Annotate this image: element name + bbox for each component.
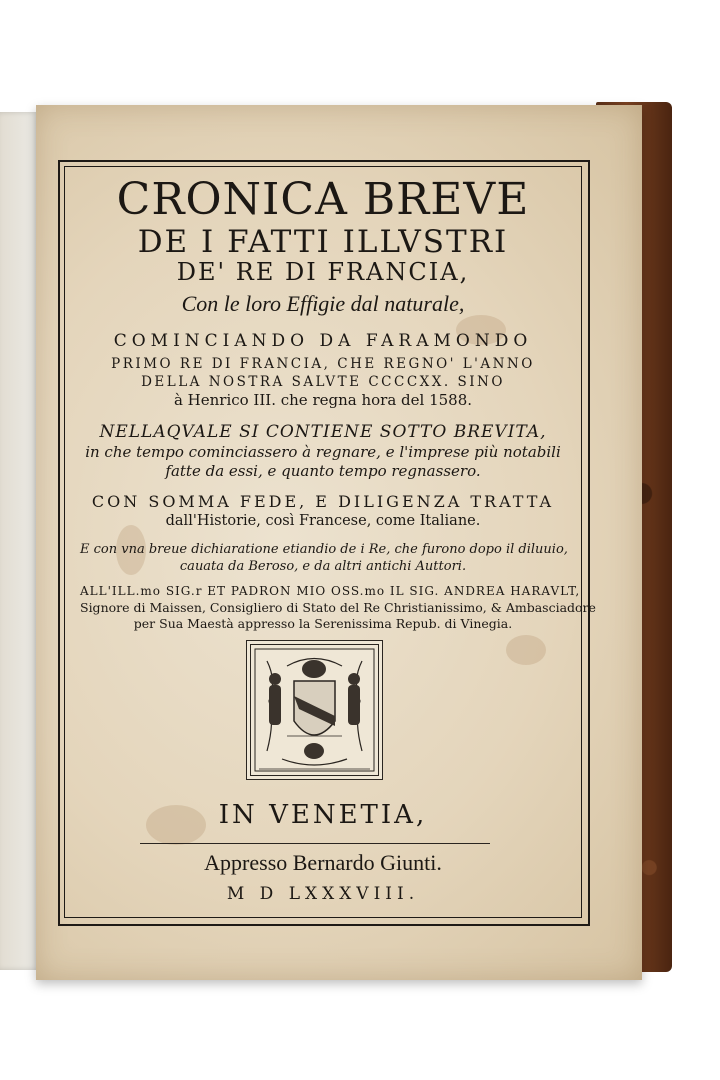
place: IN VENETIA, [218,800,428,830]
intro-line-4: à Henrico III. che regna hora del 1588. [173,391,473,409]
fede-line-1: CON SOMMA FEDE, E DILIGENZA TRATTA [91,492,555,511]
printer: Appresso Bernardo Giunti. [204,850,442,875]
subtitle: Con le loro Effigie dal naturale, [181,291,465,316]
description-line-3: fatte da essi, e quanto tempo regnassero. [165,462,481,480]
extra-line-2: cauata da Beroso, e da altri antichi Auttori. [179,559,467,574]
title-line-1: CRONICA BREVE [116,174,530,225]
intro-line-3: DELLA NOSTRA SALVTE CCCCXX. SINO [141,374,505,390]
dedication-line-1: ALL'ILL.mo SIG.r ET PADRON MIO OSS.mo IL SIG. ANDREA HARAVLT, [80,584,581,598]
title-line-3: DE' RE DI FRANCIA, [176,258,470,286]
intro-line-1: COMINCIANDO DA FARAMONDO [113,331,533,351]
intro-line-2: PRIMO RE DI FRANCIA, CHE REGNO' L'ANNO [111,356,535,372]
description-line-2: in che tempo cominciassero à regnare, e l'imprese più notabili [85,443,561,461]
printers-device-woodcut [246,640,383,780]
dedication-line-2: Signore di Maissen, Consigliero di Stato del Re Christianissimo, & Ambasciadore [80,600,596,615]
divider-rule [140,843,490,844]
year: M D LXXXVIII. [226,884,420,904]
description-line-1: NELLAQVALE SI CONTIENE SOTTO BREVITA, [99,422,547,442]
fede-line-2: dall'Historie, così Francese, come Italiane. [165,513,481,529]
extra-line-1: E con vna breue dichiaratione etiandio de i Re, che furono dopo il diluuio, [80,542,568,557]
title-line-2: DE I FATTI ILLVSTRI [137,224,509,260]
endpaper [0,112,40,970]
dedication-line-3: per Sua Maestà appresso la Serenissima Repub. di Vinegia. [133,616,513,631]
